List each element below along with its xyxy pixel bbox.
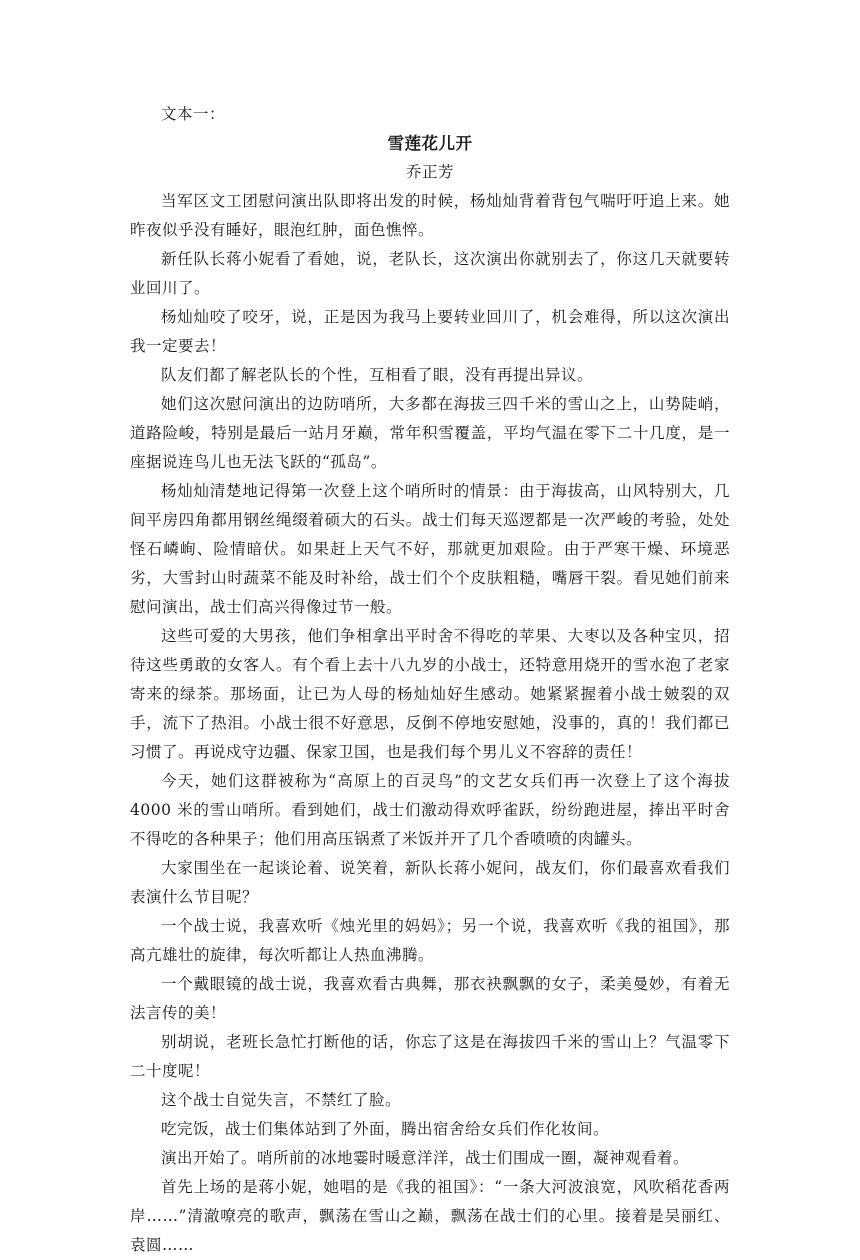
paragraph: 新任队长蒋小妮看了看她，说，老队长，这次演出你就别去了，你这几天就要转业回川了。: [130, 250, 730, 297]
paragraph: 杨灿灿清楚地记得第一次登上这个哨所时的情景：由于海拔高，山风特别大，几间平房四角都用钢丝绳缀着硕大的石头。战士们每天巡逻都是一次严峻的考验，处处怪石嶙峋、险情暗伏。如果赶上天气不好，那就更加艰险。由于严寒干燥、环境恶劣，大雪封山时蔬菜不能及时补给，战士们个个皮肤粗糙，嘴唇干裂。看见她们前来慰问演出，战士们高兴得像过节一般。: [130, 482, 730, 616]
paragraph: 一个战士说，我喜欢听《烛光里的妈妈》；另一个说，我喜欢听《我的祖国》，那高亢雄壮的旋律，每次听都让人热血沸腾。: [130, 917, 730, 964]
article-title: 雪莲花儿开: [387, 134, 473, 153]
paragraph: 大家围坐在一起谈论着、说笑着，新队长蒋小妮问，战友们，你们最喜欢看我们表演什么节目呢？: [130, 859, 730, 906]
document-body: [130, 100, 730, 1260]
article-author: 乔正芳: [405, 163, 454, 181]
paragraph: 杨灿灿咬了咬牙，说，正是因为我马上要转业回川了，机会难得，所以这次演出我一定要去！: [130, 308, 730, 355]
text-label: 文本一：: [161, 105, 226, 123]
paragraph: 首先上场的是蒋小妮，她唱的是《我的祖国》：“一条大河波浪宽，风吹稻花香两岸……”清澈嘹亮的歌声，飘荡在雪山之巅，飘荡在战士们的心里。接着是吴丽红、袁圆……: [130, 1178, 730, 1254]
paragraph: 演出开始了。哨所前的冰地霎时暖意洋洋，战士们围成一圈，凝神观看着。: [161, 1149, 690, 1167]
paragraph: 当军区文工团慰问演出队即将出发的时候，杨灿灿背着背包气喘吁吁追上来。她昨夜似乎没有睡好，眼泡红肿，面色憔悴。: [130, 192, 730, 239]
paragraph: 这些可爱的大男孩，他们争相拿出平时舍不得吃的苹果、大枣以及各种宝贝，招待这些勇敢的女客人。有个看上去十八九岁的小战士，还特意用烧开的雪水泡了老家寄来的绿茶。那场面，让已为人母的杨灿灿好生感动。她紧紧握着小战士皴裂的双手，流下了热泪。小战士很不好意思，反倒不停地安慰她，没事的，真的！我们都已习惯了。再说戍守边疆、保家卫国，也是我们每个男儿义不容辞的责任！: [130, 627, 730, 761]
paragraph: 今天，她们这群被称为“高原上的百灵鸟”的文艺女兵们再一次登上了这个海拔 4000 米的雪山哨所。看到她们，战士们激动得欢呼雀跃，纷纷跑进屋，捧出平时舍不得吃的各种果子；他们用高压锅煮了米饭并开了几个香喷喷的肉罐头。: [130, 772, 730, 848]
paragraph: 一个戴眼镜的战士说，我喜欢看古典舞，那衣袂飘飘的女子，柔美曼妙，有着无法言传的美！: [130, 975, 730, 1022]
paragraph: 别胡说，老班长急忙打断他的话，你忘了这是在海拔四千米的雪山上？气温零下二十度呢！: [130, 1033, 730, 1080]
paragraph: 这个战士自觉失言，不禁红了脸。: [161, 1091, 402, 1109]
paragraph: 她们这次慰问演出的边防哨所，大多都在海拔三四千米的雪山之上，山势陡峭，道路险峻，特别是最后一站月牙巅，常年积雪覆盖，平均气温在零下二十几度，是一座据说连鸟儿也无法飞跃的“孤岛”。: [130, 395, 730, 471]
paragraph: 队友们都了解老队长的个性，互相看了眼，没有再提出异议。: [161, 366, 594, 384]
paragraph: 吃完饭，战士们集体站到了外面，腾出宿舍给女兵们作化妆间。: [161, 1120, 610, 1138]
